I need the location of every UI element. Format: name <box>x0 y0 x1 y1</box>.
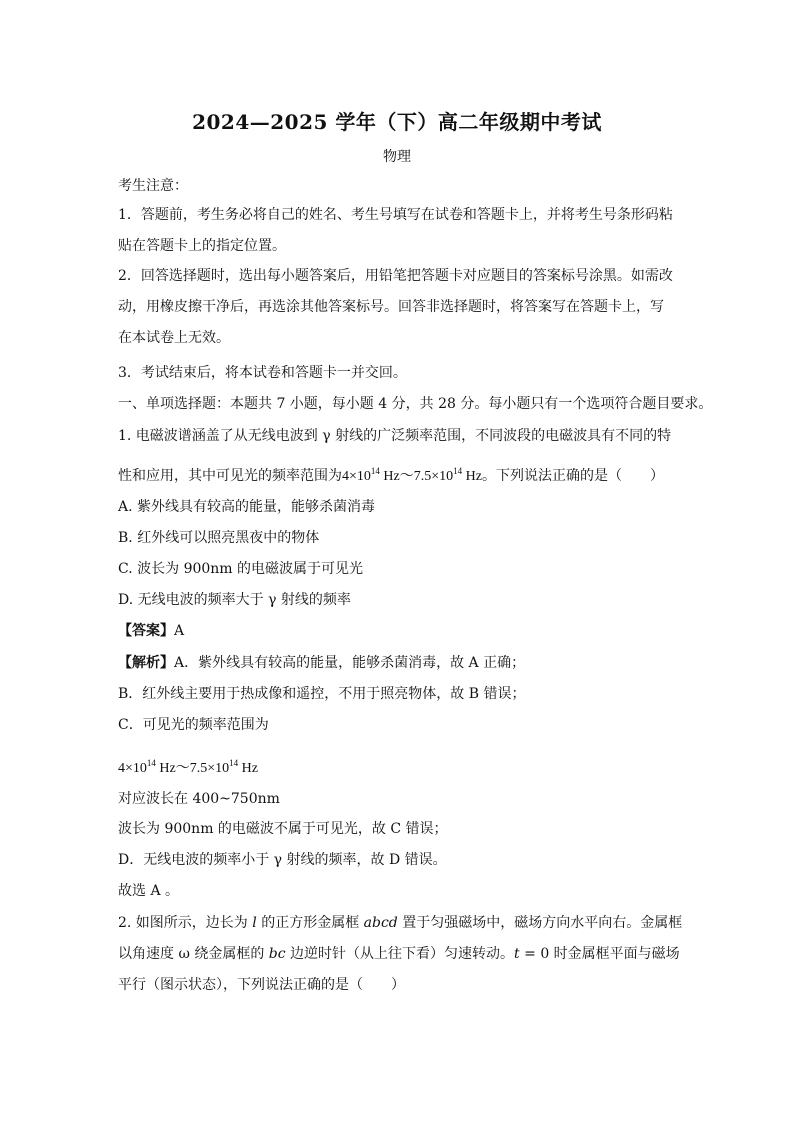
q1-frequency-formula: $4\times 10^{14}$ $Hz\sim 7.5\times 10^{14}$ Hz <box>342 466 482 484</box>
analysis-label: 【解析】 <box>118 655 174 671</box>
notice-item-2-line-3: 在本试卷上无效。 <box>118 330 230 346</box>
exam-title: 2024—2025 学年（下）高二年级期中考试 <box>192 110 602 134</box>
answer-value: A <box>174 623 185 639</box>
q1-option-c: C. 波长为 900nm 的电磁波属于可见光 <box>118 561 364 577</box>
section-heading: 一、单项选择题：本题共 7 小题，每小题 4 分，共 28 分。每小题只有一个选项符合题目要求。 <box>118 396 713 412</box>
q2-stem-line-1: 2. 如图所示，边长为 l 的正方形金属框 abcd 置于匀强磁场中，磁场方向水平向右。金属框 <box>118 915 683 931</box>
notice-item-1-line-1: 1．答题前，考生务必将自己的姓名、考生号填写在试卷和答题卡上，并将考生号条形码粘 <box>118 207 673 223</box>
q1-option-d: D. 无线电波的频率大于 γ 射线的频率 <box>118 592 351 608</box>
q2-stem-line-2: 以角速度 ω 绕金属框的 bc 边逆时针（从上往下看）匀速转动。t = 0 时金属框平面与磁场 <box>118 946 680 962</box>
notice-item-3: 3．考试结束后，将本试卷和答题卡一并交回。 <box>118 365 407 381</box>
q1-analysis-b: B．红外线主要用于热成像和遥控，不用于照亮物体，故 B 错误； <box>118 686 526 702</box>
q1-wavelength-conclusion: 波长为 900nm 的电磁波不属于可见光，故 C 错误； <box>118 821 448 837</box>
q1-stem-question: 。下列说法正确的是（ ） <box>481 468 664 484</box>
q1-conclusion: 故选 A 。 <box>118 883 180 899</box>
exam-subject: 物理 <box>383 149 411 165</box>
q1-option-b: B. 红外线可以照亮黑夜中的物体 <box>118 530 320 546</box>
q2-stem-line-3: 平行（图示状态），下列说法正确的是（ ） <box>118 977 405 993</box>
q1-analysis-c: C．可见光的频率范围为 <box>118 717 269 733</box>
q1-wavelength-range: 对应波长在 400~750nm <box>118 791 280 807</box>
answer-label: 【答案】 <box>118 623 174 639</box>
q1-analysis-a: 【解析】A．紫外线具有较高的能量，能够杀菌消毒，故 A 正确； <box>118 655 526 671</box>
q1-stem-line-1: 1. 电磁波谱涵盖了从无线电波到 γ 射线的广泛频率范围，不同波段的电磁波具有不同的特 <box>118 428 672 444</box>
q1-option-a: A. 紫外线具有较高的能量，能够杀菌消毒 <box>118 499 376 515</box>
notice-heading: 考生注意： <box>118 178 188 194</box>
q1-stem-text: 性和应用，其中可见光的频率范围为 <box>118 468 342 484</box>
q1-answer <box>118 621 688 641</box>
q1-analysis-d: D．无线电波的频率小于 γ 射线的频率，故 D 错误。 <box>118 852 447 868</box>
notice-item-1-line-2: 贴在答题卡上的指定位置。 <box>118 238 286 254</box>
notice-item-2-line-2: 动，用橡皮擦干净后，再选涂其他答案标号。回答非选择题时，将答案写在答题卡上，写 <box>118 299 664 315</box>
q1-analysis-formula: $4\times 10^{14}$ $Hz\sim 7.5\times 10^{14}$ Hz <box>118 758 258 776</box>
q1-stem-line-2 <box>118 461 688 487</box>
notice-item-2-line-1: 2．回答选择题时，选出每小题答案后，用铅笔把答题卡对应题目的答案标号涂黑。如需改 <box>118 268 673 284</box>
